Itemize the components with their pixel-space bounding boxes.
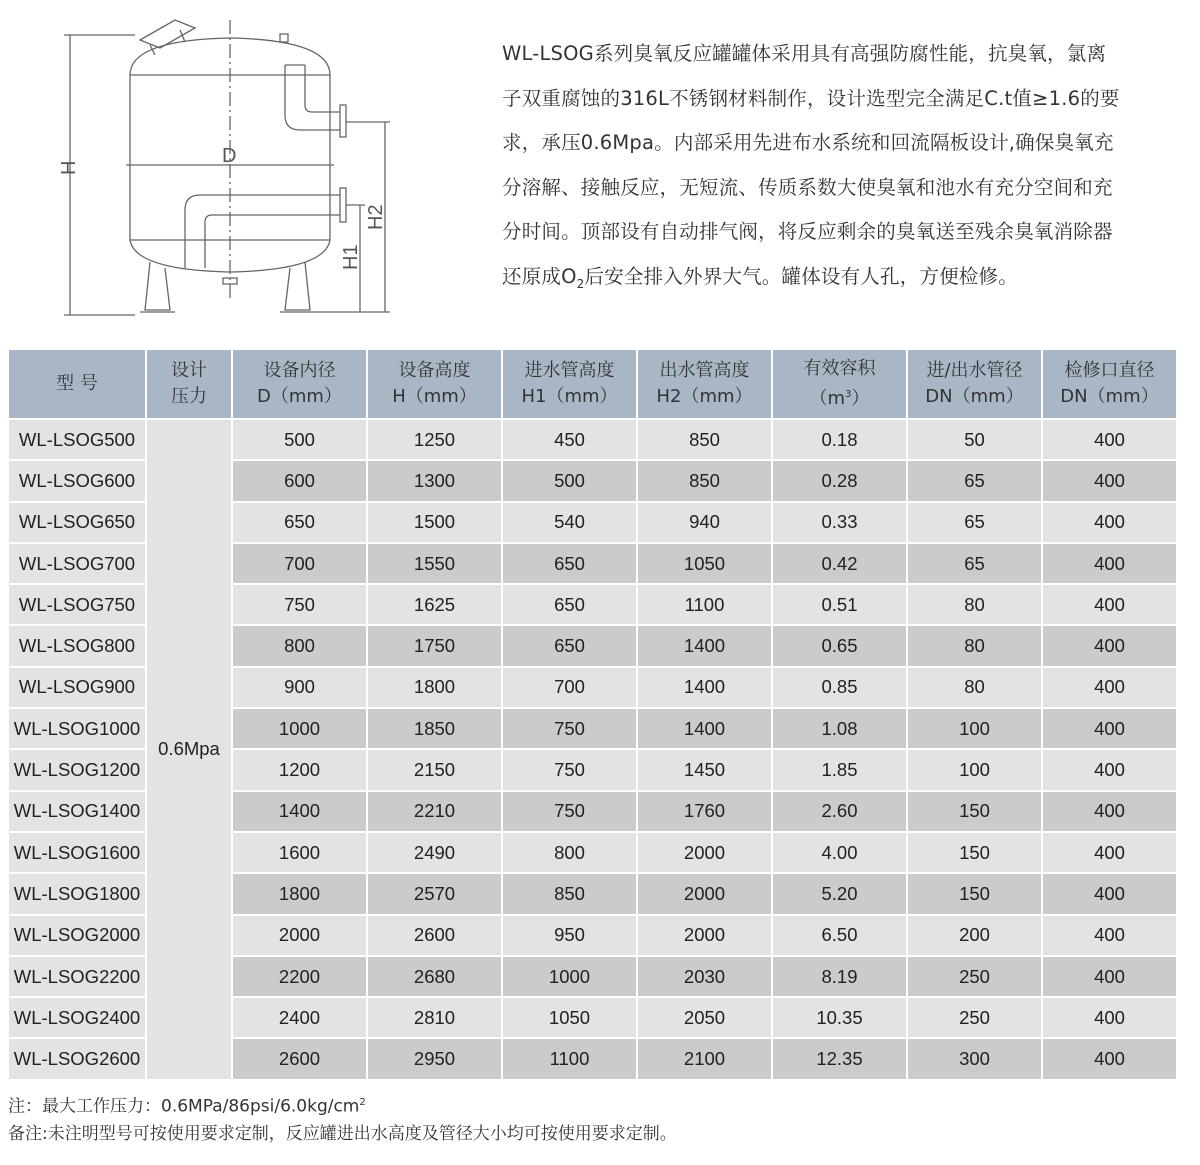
intro-line: 子双重腐蚀的316L不锈钢材料制作，设计选型完全满足C.t值≥1.6的要: [502, 86, 1120, 110]
cell-h: 1300: [368, 461, 501, 500]
notes: [8, 1089, 677, 1148]
cell-volume: 8.19: [773, 957, 906, 996]
cell-model: WL-LSOG600: [9, 461, 145, 500]
cell-h: 2490: [368, 833, 501, 872]
cell-d: 2400: [233, 998, 366, 1037]
cell-model: WL-LSOG900: [9, 668, 145, 707]
cell-manhole: 400: [1043, 626, 1176, 665]
cell-manhole: 400: [1043, 1039, 1176, 1078]
cell-manhole: 400: [1043, 916, 1176, 955]
label-h: H: [58, 160, 80, 175]
cell-d: 700: [233, 544, 366, 583]
cell-h2: 1400: [638, 709, 771, 748]
cell-h: 1850: [368, 709, 501, 748]
label-d: D: [222, 145, 237, 167]
table-header-row: [9, 350, 1176, 418]
cell-dn: 100: [908, 709, 1041, 748]
cell-d: 800: [233, 626, 366, 665]
cell-model: WL-LSOG2400: [9, 998, 145, 1037]
cell-volume: 5.20: [773, 874, 906, 913]
cell-h2: 1760: [638, 792, 771, 831]
cell-model: WL-LSOG2200: [9, 957, 145, 996]
cell-dn: 150: [908, 874, 1041, 913]
cell-model: WL-LSOG500: [9, 420, 145, 459]
cell-dn: 50: [908, 420, 1041, 459]
cell-dn: 150: [908, 833, 1041, 872]
cell-h2: 1400: [638, 668, 771, 707]
cell-volume: 10.35: [773, 998, 906, 1037]
cell-manhole: 400: [1043, 750, 1176, 789]
cell-model: WL-LSOG2000: [9, 916, 145, 955]
cell-h2: 2030: [638, 957, 771, 996]
cell-volume: 1.08: [773, 709, 906, 748]
cell-dn: 250: [908, 957, 1041, 996]
cell-manhole: 400: [1043, 585, 1176, 624]
cell-h2: 1050: [638, 544, 771, 583]
cell-volume: 4.00: [773, 833, 906, 872]
cell-model: WL-LSOG1200: [9, 750, 145, 789]
cell-dn: 65: [908, 461, 1041, 500]
intro-paragraph: [502, 32, 1192, 299]
cell-h1: 950: [503, 916, 636, 955]
cell-volume: 0.51: [773, 585, 906, 624]
cell-h: 2950: [368, 1039, 501, 1078]
cell-h1: 650: [503, 585, 636, 624]
cell-dn: 300: [908, 1039, 1041, 1078]
spec-table: [7, 348, 1178, 1081]
cell-manhole: 400: [1043, 792, 1176, 831]
cell-d: 1400: [233, 792, 366, 831]
header-pressure: 设计 压力: [147, 350, 231, 418]
cell-h2: 940: [638, 503, 771, 542]
cell-h2: 1100: [638, 585, 771, 624]
cell-h1: 700: [503, 668, 636, 707]
label-h1: H1: [340, 244, 362, 270]
cell-h2: 2100: [638, 1039, 771, 1078]
note-max-pressure: 注：最大工作压力：$0.6MPa/86psi/6.0kg/cm^2$: [8, 1096, 366, 1117]
cell-pressure: 0.6Mpa: [147, 420, 231, 1079]
cell-h2: 2000: [638, 916, 771, 955]
cell-h2: 850: [638, 420, 771, 459]
cell-h1: 800: [503, 833, 636, 872]
cell-h1: 450: [503, 420, 636, 459]
cell-h: 1500: [368, 503, 501, 542]
header-pipe-dn: 进/出水管径 DN（mm）: [908, 350, 1041, 418]
cell-h2: 850: [638, 461, 771, 500]
cell-d: 750: [233, 585, 366, 624]
cell-d: 1800: [233, 874, 366, 913]
cell-d: 1200: [233, 750, 366, 789]
cell-manhole: 400: [1043, 420, 1176, 459]
cell-h: 1250: [368, 420, 501, 459]
cell-model: WL-LSOG1800: [9, 874, 145, 913]
cell-model: WL-LSOG1600: [9, 833, 145, 872]
header-height: 设备高度 H（mm）: [368, 350, 501, 418]
cell-manhole: 400: [1043, 957, 1176, 996]
cell-h1: 850: [503, 874, 636, 913]
cell-volume: 0.18: [773, 420, 906, 459]
header-outlet-height: 出水管高度 H2（mm）: [638, 350, 771, 418]
tank-diagram: [0, 0, 400, 330]
cell-model: WL-LSOG700: [9, 544, 145, 583]
cell-h1: 750: [503, 792, 636, 831]
cell-h: 1550: [368, 544, 501, 583]
intro-line: 分溶解、接触反应，无短流、传质系数大使臭氧和池水有充分空间和充: [502, 175, 1113, 199]
cell-manhole: 400: [1043, 668, 1176, 707]
cell-volume: 0.65: [773, 626, 906, 665]
cell-volume: 0.28: [773, 461, 906, 500]
cell-model: WL-LSOG650: [9, 503, 145, 542]
cell-h: 2150: [368, 750, 501, 789]
header-manhole-dn: 检修口直径 DN（mm）: [1043, 350, 1176, 418]
cell-manhole: 400: [1043, 461, 1176, 500]
cell-h: 2680: [368, 957, 501, 996]
cell-h2: 2050: [638, 998, 771, 1037]
table-body: [9, 420, 1176, 1079]
cell-h1: 500: [503, 461, 636, 500]
cell-dn: 150: [908, 792, 1041, 831]
cell-h1: 1050: [503, 998, 636, 1037]
note-custom: 备注:未注明型号可按使用要求定制，反应罐进出水高度及管径大小均可按使用要求定制。: [8, 1123, 677, 1144]
header-diameter: 设备内径 D（mm）: [233, 350, 366, 418]
cell-h: 1800: [368, 668, 501, 707]
cell-d: 650: [233, 503, 366, 542]
cell-d: 1000: [233, 709, 366, 748]
cell-dn: 80: [908, 585, 1041, 624]
cell-volume: 0.42: [773, 544, 906, 583]
cell-model: WL-LSOG800: [9, 626, 145, 665]
cell-h1: 1100: [503, 1039, 636, 1078]
cell-volume: 2.60: [773, 792, 906, 831]
cell-h2: 1450: [638, 750, 771, 789]
cell-d: 500: [233, 420, 366, 459]
cell-dn: 250: [908, 998, 1041, 1037]
manhole: [140, 20, 195, 48]
cell-dn: 80: [908, 626, 1041, 665]
cell-h1: 650: [503, 626, 636, 665]
cell-model: WL-LSOG1400: [9, 792, 145, 831]
cell-d: 900: [233, 668, 366, 707]
cell-dn: 200: [908, 916, 1041, 955]
intro-line: 求，承压0.6Mpa。内部采用先进布水系统和回流隔板设计,确保臭氧充: [502, 131, 1114, 154]
leg-right: [285, 262, 310, 310]
label-h2: H2: [365, 204, 387, 230]
cell-h2: 1400: [638, 626, 771, 665]
intro-line: 还原成$O_2$后安全排入外界大气。罐体设有人孔，方便检修。: [502, 264, 1018, 291]
cell-model: WL-LSOG750: [9, 585, 145, 624]
cell-manhole: 400: [1043, 998, 1176, 1037]
cell-volume: 0.33: [773, 503, 906, 542]
cell-volume: 6.50: [773, 916, 906, 955]
cell-h1: 650: [503, 544, 636, 583]
cell-h2: 2000: [638, 833, 771, 872]
cell-manhole: 400: [1043, 709, 1176, 748]
cell-dn: 100: [908, 750, 1041, 789]
cell-h: 2600: [368, 916, 501, 955]
cell-h: 1750: [368, 626, 501, 665]
cell-manhole: 400: [1043, 544, 1176, 583]
cell-h1: 1000: [503, 957, 636, 996]
cell-manhole: 400: [1043, 503, 1176, 542]
cell-model: WL-LSOG2600: [9, 1039, 145, 1078]
cell-h: 2210: [368, 792, 501, 831]
cell-dn: 80: [908, 668, 1041, 707]
cell-volume: 12.35: [773, 1039, 906, 1078]
cell-dn: 65: [908, 544, 1041, 583]
leg-left: [145, 262, 170, 310]
cell-manhole: 400: [1043, 833, 1176, 872]
cell-h: 1625: [368, 585, 501, 624]
cell-h: 2570: [368, 874, 501, 913]
cell-h1: 750: [503, 750, 636, 789]
cell-volume: 1.85: [773, 750, 906, 789]
cell-manhole: 400: [1043, 874, 1176, 913]
cell-dn: 65: [908, 503, 1041, 542]
cell-d: 600: [233, 461, 366, 500]
cell-d: 2200: [233, 957, 366, 996]
table-row: [9, 420, 1176, 459]
cell-d: 1600: [233, 833, 366, 872]
cell-h1: 750: [503, 709, 636, 748]
cell-h1: 540: [503, 503, 636, 542]
cell-d: 2000: [233, 916, 366, 955]
cell-volume: 0.85: [773, 668, 906, 707]
intro-line: WL-LSOG系列臭氧反应罐罐体采用具有高强防腐性能，抗臭氧，氯离: [502, 42, 1107, 65]
header-volume: 有效容积 $(m^3)$: [773, 350, 906, 418]
intro-line: 分时间。顶部设有自动排气阀，将反应剩余的臭氧送至残余臭氧消除器: [502, 220, 1113, 243]
header-model: 型 号: [9, 350, 145, 418]
cell-model: WL-LSOG1000: [9, 709, 145, 748]
cell-h: 2810: [368, 998, 501, 1037]
cell-d: 2600: [233, 1039, 366, 1078]
cell-h2: 2000: [638, 874, 771, 913]
header-inlet-height: 进水管高度 H1（mm）: [503, 350, 636, 418]
